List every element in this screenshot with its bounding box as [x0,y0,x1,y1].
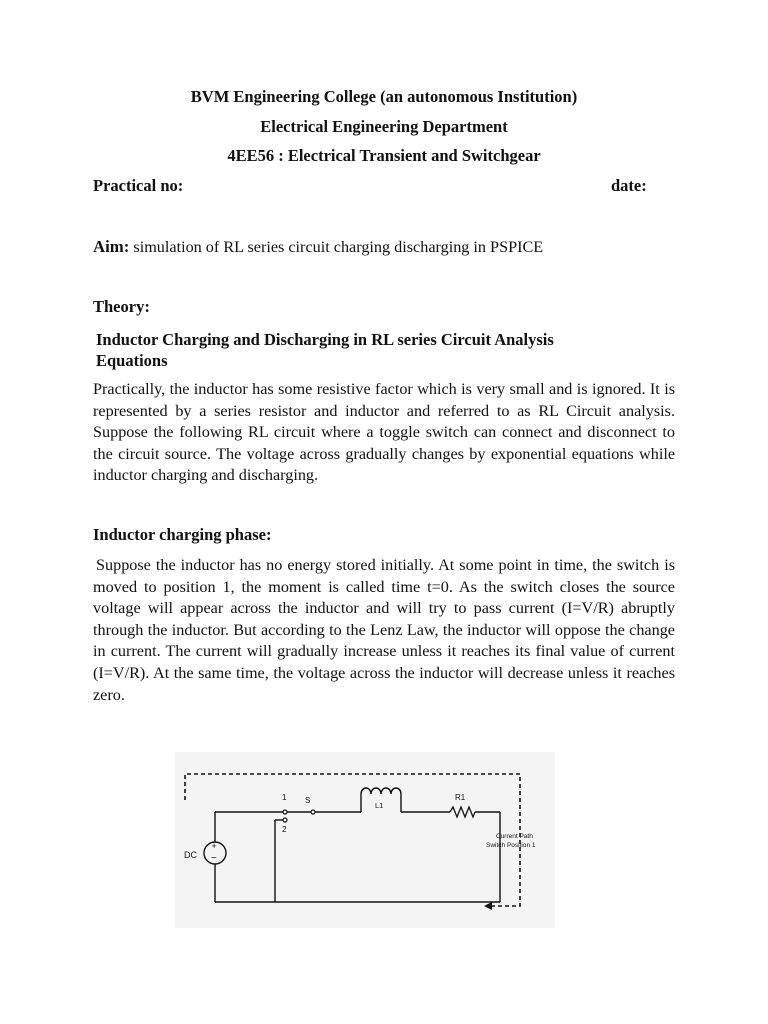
resistor-icon [450,807,475,817]
theory-subheading-line2: Equations [96,351,168,370]
dc-plus: + [211,841,217,851]
switch-pos1-label: 1 [282,793,287,802]
department-title: Electrical Engineering Department [260,117,508,136]
switch-pivot [311,810,315,814]
switch-pos2-label: 2 [282,825,287,834]
college-title: BVM Engineering College (an autonomous Institution) [190,87,578,106]
date-label: date: [611,176,647,195]
inductor-coil-icon [361,788,401,794]
aim-text: simulation of RL series circuit charging discharging in PSPICE [133,238,544,256]
practical-no-label: Practical no: [93,176,184,195]
switch-label: S [305,796,311,805]
course-title: 4EE56 : Electrical Transient and Switchgear [227,146,541,165]
aim-line [93,237,543,257]
theory-paragraph: Practically, the inductor has some resistive factor which is very small and is ignored. It is represented by a series resistor and inductor and referred to as RL Circuit analysis. Suppose the following RL circuit where a toggle switch can connect and disconnect to the circuit source. The voltage across gradually changes by exponential equations while inductor charging and discharging. [93,380,675,485]
switch-position-label: Switch Position 1 [486,842,536,849]
dc-label: DC [184,850,197,860]
theory-heading: Theory: [93,297,150,316]
inductor-label: L1 [375,801,384,810]
charging-heading: Inductor charging phase: [93,525,272,544]
theory-subheading-line1: Inductor Charging and Discharging in RL series Circuit Analysis [96,330,554,349]
dc-minus: − [211,853,217,864]
switch-contact-2 [283,818,287,822]
resistor-label: R1 [455,793,466,802]
current-path-dashed [185,774,520,906]
switch-contact-1 [283,810,287,814]
current-path-label: Current Path [496,833,533,840]
current-path-arrow [484,902,492,910]
charging-paragraph: Suppose the inductor has no energy stored initially. At some point in time, the switch is moved to position 1, the moment is called time t=0. As the switch closes the source voltage will appear across the inductor and will try to pass current (I=V/R) abruptly through the inductor. But according to the Lenz Law, the inductor will oppose the change in current. The current will gradually increase unless it reaches its final value of current (I=V/R). At the same time, the voltage across the inductor will decrease unless it reaches zero. [93,556,675,704]
aim-label: Aim: [93,237,130,256]
rl-circuit-diagram [175,752,555,928]
rl-circuit-svg [175,752,555,928]
